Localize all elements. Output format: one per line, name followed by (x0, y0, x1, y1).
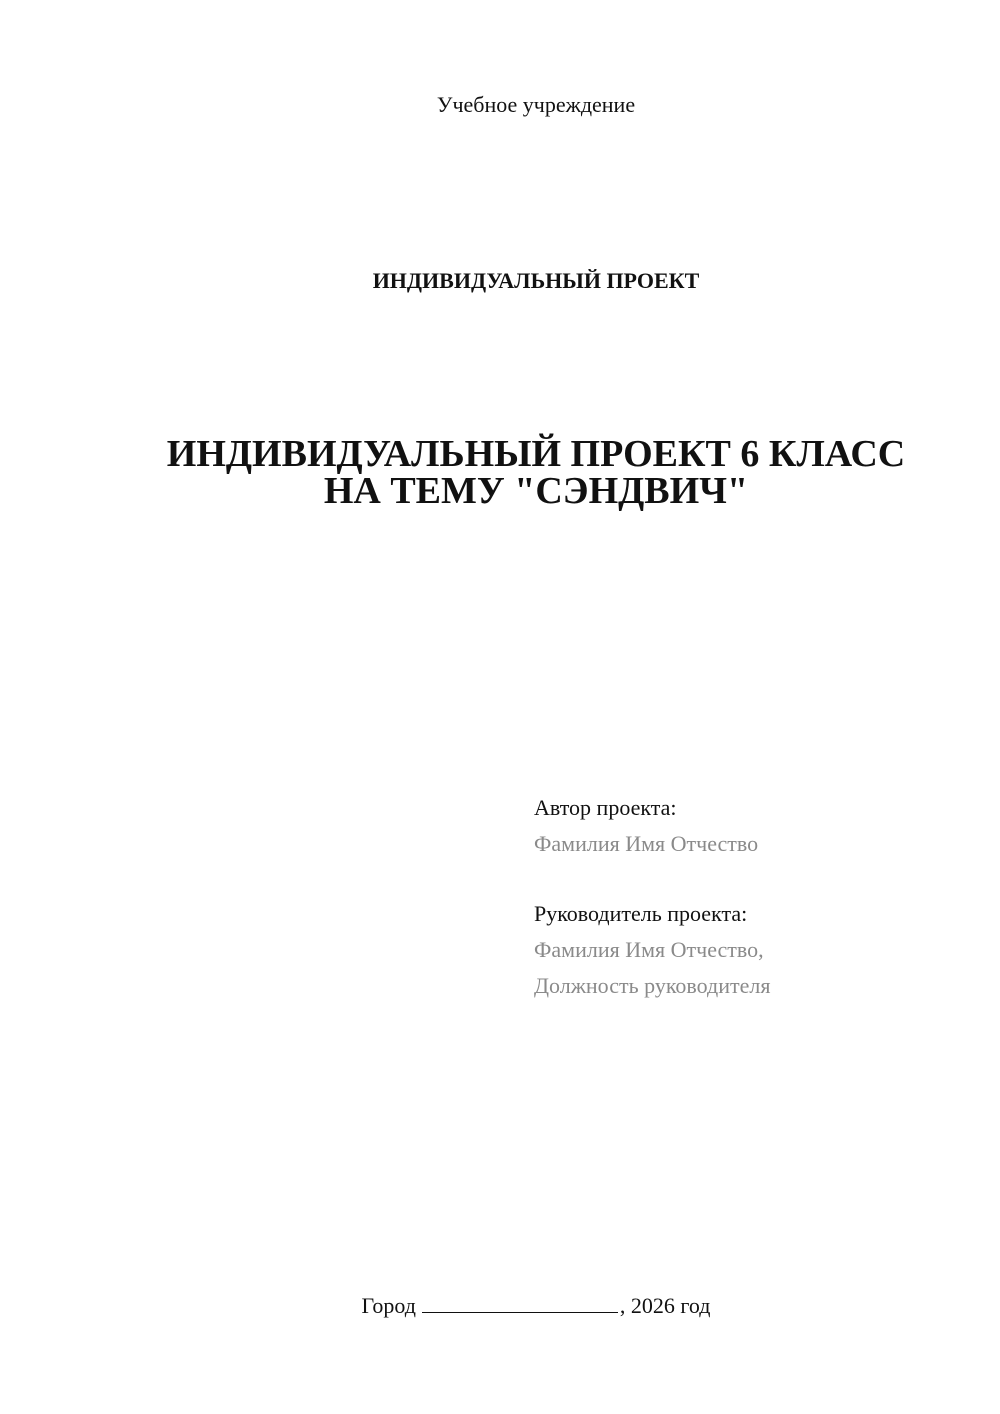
city-blank-line (422, 1290, 618, 1313)
author-name: Фамилия Имя Отчество (534, 831, 759, 856)
city-label: Город (361, 1293, 416, 1318)
supervisor-name: Фамилия Имя Отчество, (534, 937, 764, 962)
supervisor-position: Должность руководителя (534, 973, 771, 998)
project-credits (534, 790, 964, 1004)
document-kind: ИНДИВИДУАЛЬНЫЙ ПРОЕКТ (372, 268, 700, 293)
year-text: , 2026 год (619, 1293, 711, 1318)
project-title-line-2: НА ТЕМУ "СЭНДВИЧ" (323, 470, 749, 512)
institution-name: Учебное учреждение (436, 92, 636, 117)
author-label: Автор проекта: (534, 795, 677, 820)
supervisor-label: Руководитель проекта: (534, 901, 748, 926)
project-title (0, 433, 1000, 512)
project-title-line-1: ИНДИВИДУАЛЬНЫЙ ПРОЕКТ 6 КЛАСС (166, 433, 906, 475)
credits-spacer (534, 862, 964, 896)
city-year-line (0, 1290, 1000, 1320)
